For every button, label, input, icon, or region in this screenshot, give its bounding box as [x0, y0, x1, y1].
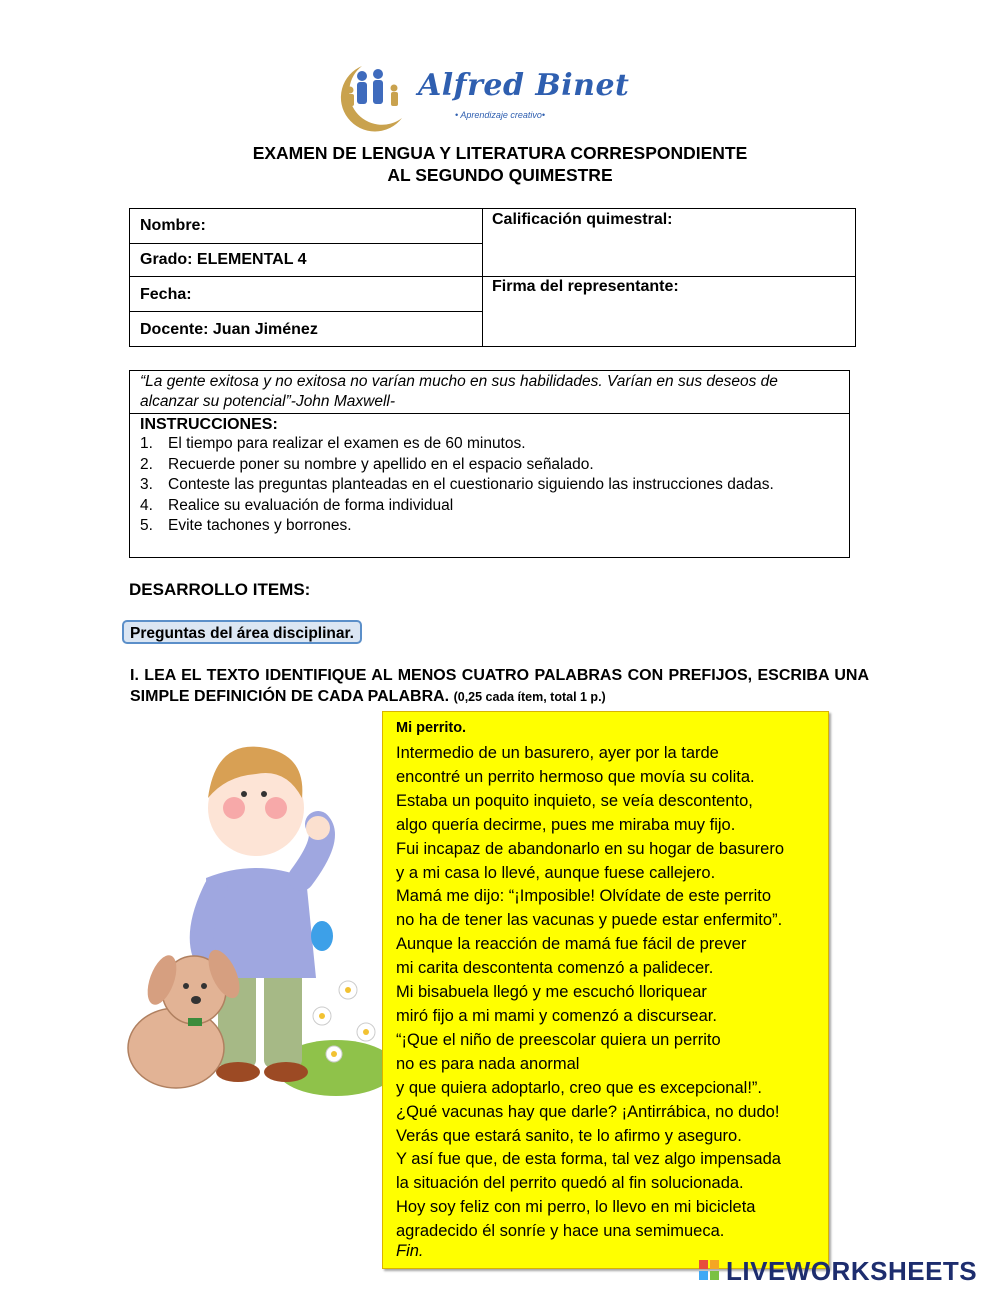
docente-label: Docente: Juan Jiménez	[140, 321, 318, 338]
list-item: 4. Realice su evaluación de forma individual	[140, 496, 454, 514]
brand-name: Alfred Binet	[418, 68, 630, 103]
instructions-box	[129, 370, 850, 558]
poem-line: miró fijo a mi mami y comenzó a discursear.	[396, 1006, 717, 1025]
poem-box	[382, 711, 829, 1269]
question-1	[130, 665, 869, 708]
calificacion-field[interactable]: Calificación quimestral:	[492, 211, 673, 228]
list-item: 5. Evite tachones y borrones.	[140, 517, 352, 534]
instructions-list	[140, 434, 830, 537]
desarrollo-heading: DESARROLLO ITEMS:	[129, 580, 311, 599]
title-line-2: AL SEGUNDO QUIMESTRE	[387, 165, 613, 185]
poem-line: encontré un perrito hermoso que movía su colita.	[396, 767, 755, 786]
poem-line: Aunque la reacción de mamá fue fácil de prever	[396, 935, 747, 954]
list-item: 1. El tiempo para realizar el examen es de 60 minutos.	[140, 435, 526, 452]
brand-tagline: • Aprendizaje creativo•	[455, 110, 546, 120]
poem-line: no es para nada anormal	[396, 1054, 580, 1073]
poem-line: ¿Qué vacunas hay que darle? ¡Antirrábica, no dudo!	[396, 1102, 780, 1121]
poem-lines	[396, 742, 784, 1244]
poem-line: no ha de tener las vacunas y puede estar enfermito”.	[396, 911, 783, 930]
poem-line: Mamá me dijo: “¡Imposible! Olvídate de este perrito	[396, 887, 772, 906]
poem-line: algo quería decirme, pues me miraba muy fijo.	[396, 815, 736, 834]
grado-label: Grado: ELEMENTAL 4	[140, 251, 307, 268]
title-line-1: EXAMEN DE LENGUA Y LITERATURA CORRESPONDIENTE	[252, 143, 748, 163]
quote: “La gente exitosa y no exitosa no varían mucho en sus habilidades. Varían en sus deseos de alcanzar su potencial”-John Maxwell-	[140, 373, 778, 410]
firma-field[interactable]: Firma del representante:	[492, 278, 679, 295]
poem-line: Intermedio de un basurero, ayer por la tarde	[396, 744, 719, 762]
nombre-field[interactable]: Nombre:	[140, 217, 206, 234]
boy-with-puppy-illustration	[126, 728, 386, 1098]
poem-line: Estaba un poquito inquieto, se veía descontento,	[396, 791, 753, 810]
student-info-table	[129, 208, 856, 347]
poem-line: Verás que estará sanito, te lo afirmo y aseguro.	[396, 1126, 742, 1145]
fecha-field[interactable]: Fecha:	[140, 286, 192, 303]
question-text: I. LEA EL TEXTO IDENTIFIQUE AL MENOS CUATRO PALABRAS CON PREFIJOS, ESCRIBA UNA SIMPLE DEFINICIÓN DE CADA PALABRA.	[130, 667, 869, 705]
poem-line: Mi bisabuela llegó y me escuchó lloriquear	[396, 983, 707, 1002]
poem-line: y que quiera adoptarlo, creo que es excepcional!”.	[396, 1078, 762, 1097]
poem-title: Mi perrito.	[396, 720, 467, 736]
poem-line: Y así fue que, de esta forma, tal vez algo impensada	[396, 1150, 781, 1169]
preguntas-tag: Preguntas del área disciplinar.	[122, 620, 362, 644]
poem-line: la situación del perrito quedó al fin solucionada.	[396, 1174, 744, 1193]
liveworksheets-watermark: LIVEWORKSHEETS	[726, 1256, 978, 1286]
list-item: 3. Conteste las preguntas planteadas en el cuestionario siguiendo las instrucciones dadas.	[140, 476, 774, 493]
list-item: 2. Recuerde poner su nombre y apellido en el espacio señalado.	[140, 455, 594, 473]
question-points: (0,25 cada ítem, total 1 p.)	[453, 690, 606, 704]
poem-line: Hoy soy feliz con mi perro, lo llevo en mi bicicleta	[396, 1198, 756, 1217]
poem-line: agradecido él sonríe y hace una semimueca.	[396, 1222, 725, 1241]
page-title	[100, 142, 900, 186]
poem-end: Fin.	[396, 1242, 424, 1260]
poem-line: “¡Que el niño de preescolar quiera un perrito	[396, 1030, 721, 1049]
poem-line: y a mi casa lo llevé, aunque fuese callejero.	[396, 863, 716, 882]
instructions-title: INSTRUCCIONES:	[140, 416, 278, 433]
poem-line: mi carita descontenta comenzó a palidecer.	[396, 959, 714, 978]
poem-line: Fui incapaz de abandonarlo en su hogar de basurero	[396, 839, 785, 858]
